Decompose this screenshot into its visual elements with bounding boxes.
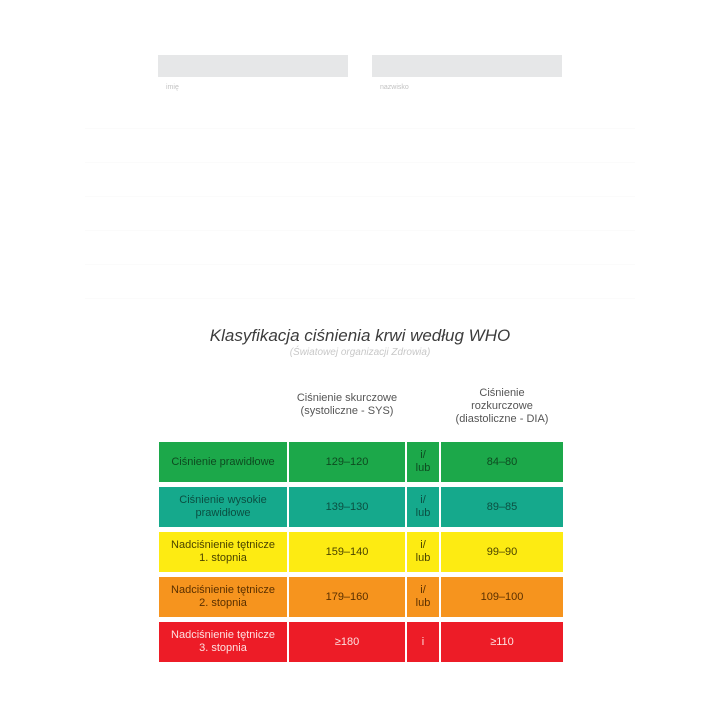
- header-systolic-line: Ciśnienie skurczowe: [296, 392, 398, 404]
- ruled-line: [85, 196, 635, 197]
- table-row-grade-3: [159, 622, 563, 662]
- row-category-text: Ciśnienie prawidłowe: [171, 455, 275, 468]
- conjunction-text: lub: [415, 552, 431, 564]
- row-systolic: 179–160: [289, 577, 405, 617]
- row-category-text: prawidłowe: [195, 507, 251, 519]
- conjunction-text: lub: [415, 507, 431, 519]
- row-diastolic: 89–85: [441, 487, 563, 527]
- row-systolic: 129–120: [289, 442, 405, 482]
- conjunction-text: i/: [420, 539, 426, 551]
- header-diastolic-line: rozkurczowe: [471, 400, 533, 412]
- header-systolic-line: (systoliczne - SYS): [300, 405, 394, 417]
- row-conjunction: [407, 622, 439, 662]
- row-category-text: Ciśnienie wysokie: [179, 494, 267, 506]
- first-name-field[interactable]: [158, 55, 348, 77]
- conjunction-text: i/: [420, 494, 426, 506]
- ruled-line: [85, 128, 635, 129]
- ruled-line: [85, 230, 635, 231]
- row-category-text: Nadciśnienie tętnicze: [171, 629, 275, 641]
- first-name-label: imię: [166, 84, 179, 91]
- row-systolic: 139–130: [289, 487, 405, 527]
- row-conjunction: [407, 487, 439, 527]
- row-conjunction: [407, 577, 439, 617]
- table-row-high-normal: [159, 487, 563, 527]
- row-systolic: ≥180: [289, 622, 405, 662]
- row-category: [159, 532, 287, 572]
- conjunction-text: i/: [420, 584, 426, 596]
- row-diastolic: ≥110: [441, 622, 563, 662]
- row-category: [159, 622, 287, 662]
- last-name-field[interactable]: [372, 55, 562, 77]
- conjunction-text: i/: [420, 449, 426, 461]
- header-diastolic: [441, 387, 563, 426]
- table-row-grade-2: [159, 577, 563, 617]
- ruled-line: [85, 298, 635, 299]
- row-category-text: Nadciśnienie tętnicze: [171, 584, 275, 596]
- conjunction-text: lub: [415, 462, 431, 474]
- conjunction-text: lub: [415, 597, 431, 609]
- row-diastolic: 99–90: [441, 532, 563, 572]
- row-category-text: Nadciśnienie tętnicze: [171, 539, 275, 551]
- row-category: [159, 487, 287, 527]
- row-systolic: 159–140: [289, 532, 405, 572]
- table-row-normal: [159, 442, 563, 482]
- row-conjunction: [407, 532, 439, 572]
- row-category: [159, 442, 287, 482]
- table-title: Klasyfikacja ciśnienia krwi według WHO: [209, 326, 511, 345]
- row-category-text: 3. stopnia: [199, 642, 247, 654]
- header-systolic: [287, 392, 407, 418]
- ruled-line: [85, 162, 635, 163]
- header-diastolic-line: (diastoliczne - DIA): [455, 413, 549, 425]
- row-diastolic: 109–100: [441, 577, 563, 617]
- last-name-label: nazwisko: [380, 84, 409, 91]
- row-conjunction: [407, 442, 439, 482]
- header-diastolic-line: Ciśnienie: [479, 387, 525, 399]
- row-category: [159, 577, 287, 617]
- row-diastolic: 84–80: [441, 442, 563, 482]
- row-category-text: 2. stopnia: [199, 597, 247, 609]
- row-category-text: 1. stopnia: [199, 552, 247, 564]
- ruled-line: [85, 264, 635, 265]
- table-subtitle: (Światowej organizacji Zdrowia): [289, 347, 431, 358]
- conjunction-text: i: [421, 635, 425, 648]
- table-row-grade-1: [159, 532, 563, 572]
